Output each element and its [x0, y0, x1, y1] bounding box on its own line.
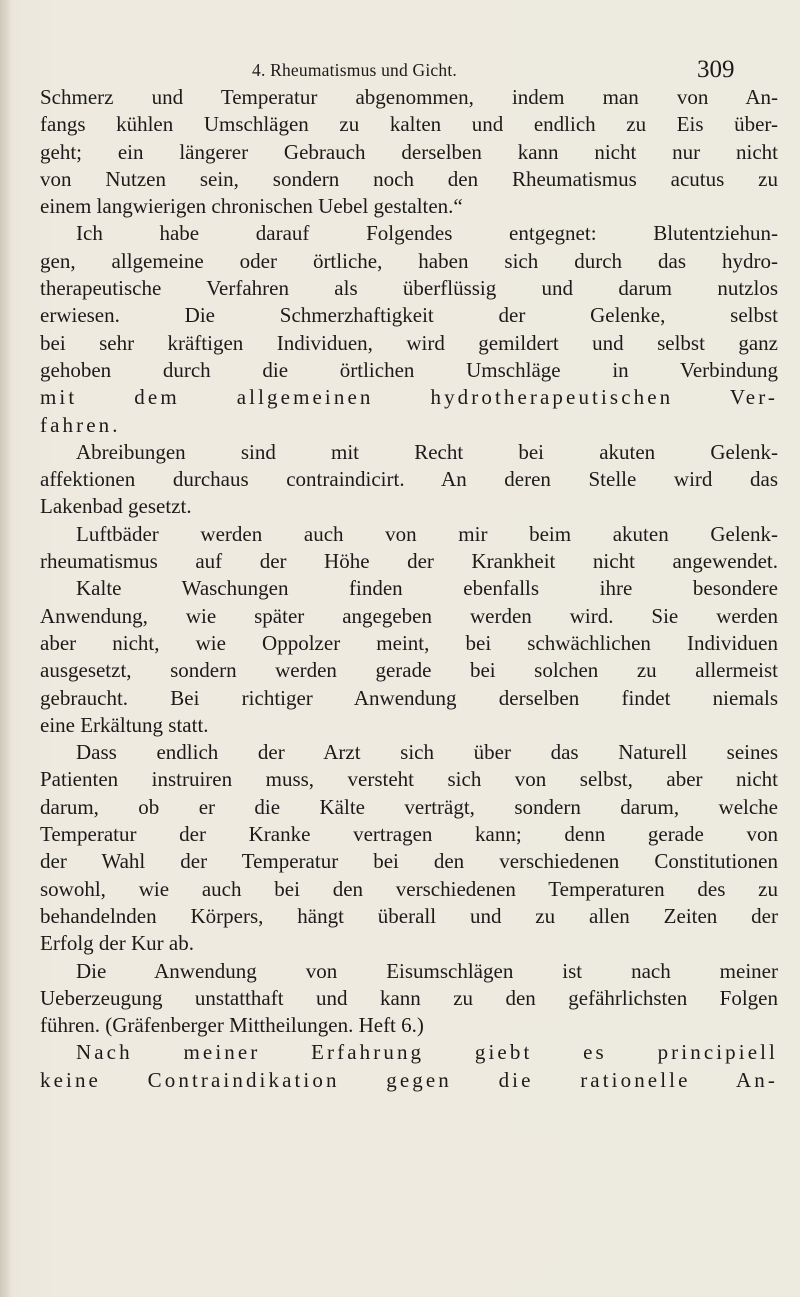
text-line: Nach meiner Erfahrung giebt es principiell — [76, 1040, 778, 1065]
text-line: Ueberzeugung unstatthaft und kann zu den gefährlichsten Folgen — [40, 985, 778, 1010]
text-line: darum, ob er die Kälte verträgt, sondern darum, welche — [40, 794, 778, 819]
text-line: Lakenbad gesetzt. — [40, 494, 192, 519]
text-line: sowohl, wie auch bei den verschiedenen Temperaturen des zu — [40, 876, 778, 901]
body-text — [40, 84, 778, 1094]
text-line: Anwendung, wie später angegeben werden wird. Sie werden — [40, 603, 778, 628]
text-line: gehoben durch die örtlichen Umschläge in Verbindung — [40, 357, 778, 382]
text-line: keine Contraindikation gegen die rationelle An- — [40, 1067, 778, 1092]
text-line: erwiesen. Die Schmerzhaftigkeit der Gelenke, selbst — [40, 303, 778, 328]
text-line: von Nutzen sein, sondern noch den Rheumatismus acutus zu — [40, 166, 778, 191]
text-line: therapeutische Verfahren als überflüssig und darum nutzlos — [40, 276, 778, 301]
text-line: rheumatismus auf der Höhe der Krankheit nicht angewendet. — [40, 549, 778, 574]
text-line: Die Anwendung von Eisumschlägen ist nach meiner — [76, 958, 778, 983]
text-line: der Wahl der Temperatur bei den verschiedenen Constitutionen — [40, 849, 778, 874]
text-line: ausgesetzt, sondern werden gerade bei solchen zu allermeist — [40, 658, 778, 683]
text-line: gebraucht. Bei richtiger Anwendung derselben findet niemals — [40, 685, 778, 710]
text-line: eine Erkältung statt. — [40, 712, 209, 737]
text-line: Ich habe darauf Folgendes entgegnet: Blutentziehun- — [76, 221, 778, 246]
text-line: führen. (Gräfenberger Mittheilungen. Heft 6.) — [40, 1013, 424, 1038]
text-line: mit dem allgemeinen hydrotherapeutischen Ver- — [40, 385, 778, 410]
text-line: geht; ein längerer Gebrauch derselben kann nicht nur nicht — [40, 139, 778, 164]
text-line: Kalte Waschungen finden ebenfalls ihre besondere — [76, 576, 778, 601]
text-line: behandelnden Körpers, hängt überall und zu allen Zeiten der — [40, 903, 778, 928]
text-line: Patienten instruiren muss, versteht sich von selbst, aber nicht — [40, 767, 778, 792]
text-line: fangs kühlen Umschlägen zu kalten und endlich zu Eis über- — [40, 112, 778, 137]
text-line: Temperatur der Kranke vertragen kann; denn gerade von — [40, 822, 778, 847]
text-line: einem langwierigen chronischen Uebel gestalten.“ — [40, 194, 463, 219]
text-line: Dass endlich der Arzt sich über das Naturell seines — [76, 740, 778, 765]
text-line: affektionen durchaus contraindicirt. An deren Stelle wird das — [40, 467, 778, 492]
text-line: bei sehr kräftigen Individuen, wird gemildert und selbst ganz — [40, 330, 778, 355]
page-gutter — [0, 0, 10, 1297]
running-title: 4. Rheumatismus und Gicht. — [252, 60, 457, 80]
text-line: aber nicht, wie Oppolzer meint, bei schwächlichen Individuen — [40, 630, 778, 655]
text-line: Abreibungen sind mit Recht bei akuten Gelenk- — [76, 439, 778, 464]
text-line: gen, allgemeine oder örtliche, haben sich durch das hydro- — [40, 248, 778, 273]
text-line: Luftbäder werden auch von mir beim akuten Gelenk- — [76, 521, 778, 546]
text-line: Schmerz und Temperatur abgenommen, indem man von An- — [40, 85, 778, 109]
text-line: fahren. — [40, 412, 121, 437]
text-line: Erfolg der Kur ab. — [40, 931, 194, 956]
page-number: 309 — [697, 56, 735, 83]
